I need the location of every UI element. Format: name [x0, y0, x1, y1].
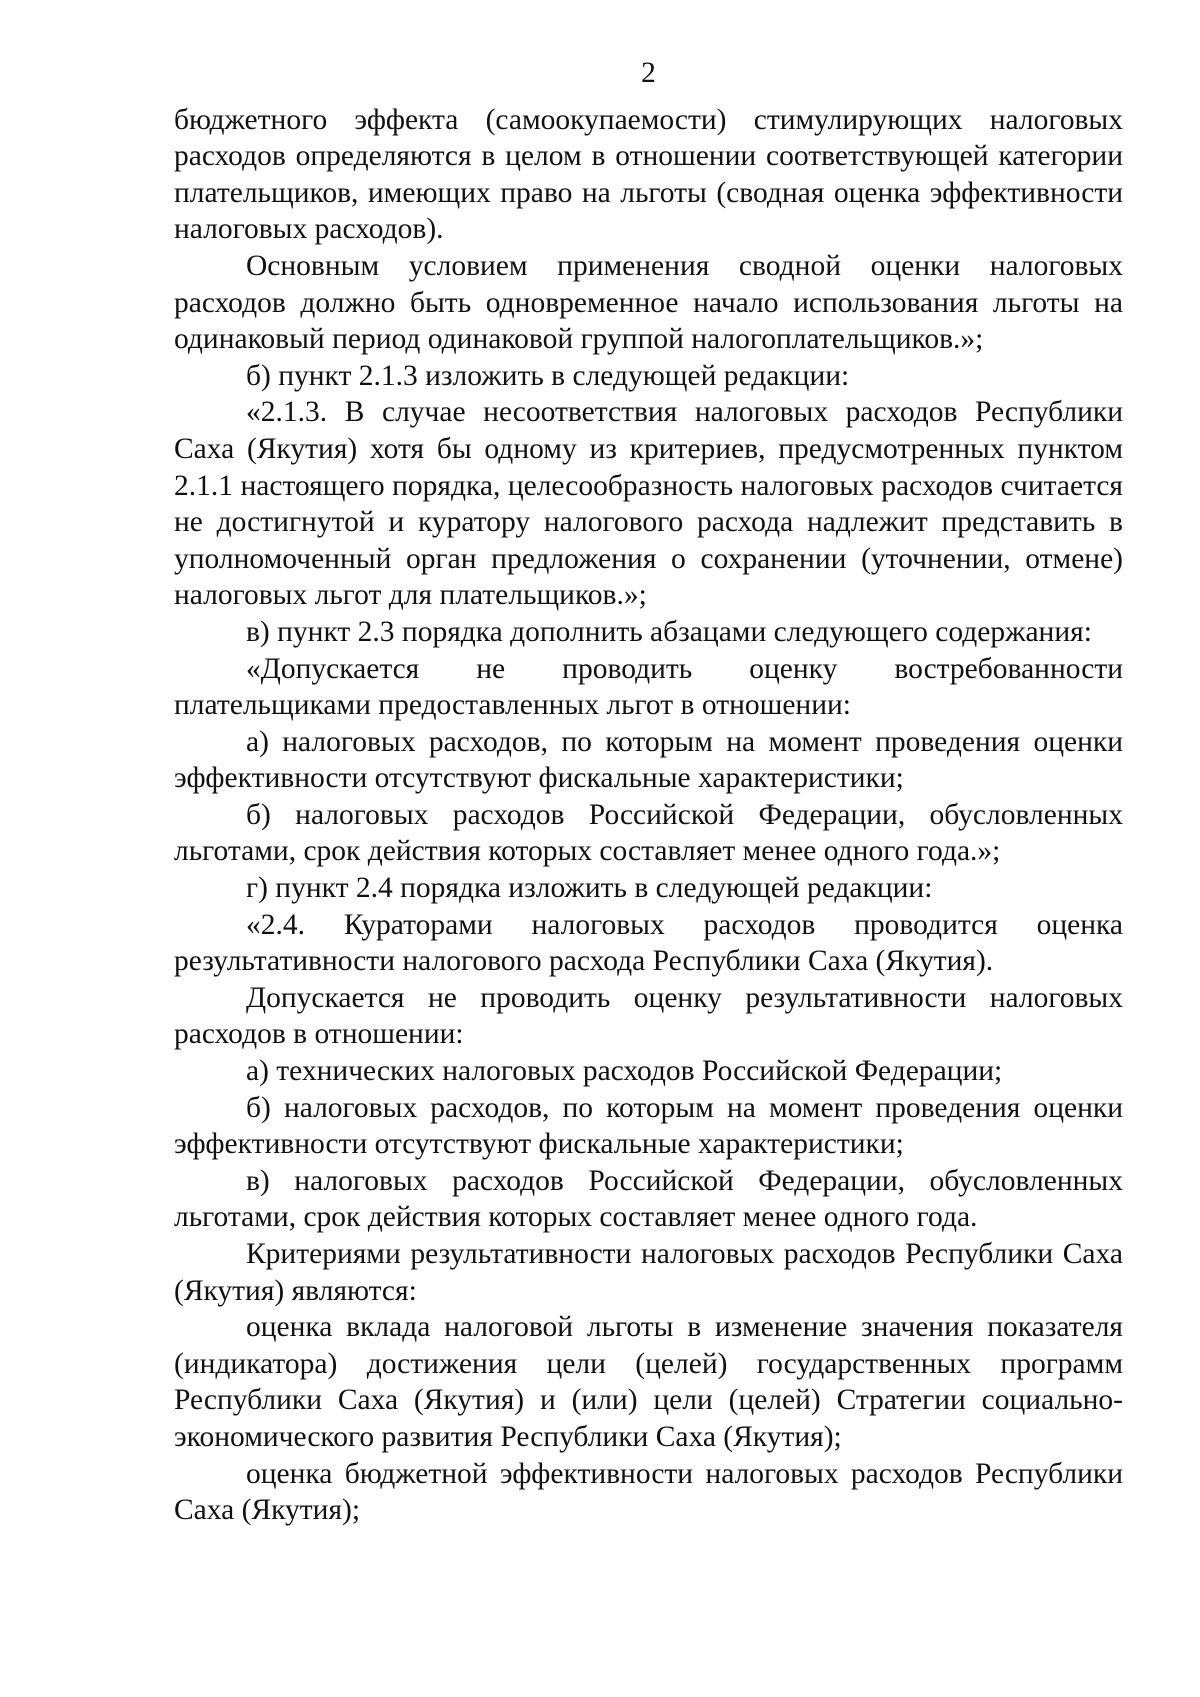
paragraph: оценка бюджетной эффективности налоговых расходов Республики Саха (Якутия);	[174, 1457, 1123, 1527]
paragraph: «Допускается не проводить оценку востребованности плательщиками предоставленных льгот в отношении:	[174, 652, 1123, 722]
paragraph: «2.1.3. В случае несоответствия налоговых расходов Республики Саха (Якутия) хотя бы одному из критериев, предусмотренных пунктом 2.1.1 настоящего порядка, целесообразность налоговых расходов считается не достигнутой и куратору налогового расхода надлежит представить в уполномоченный орган предложения о сохранении (уточнении, отмене) налоговых льгот для плательщиков.»;	[174, 396, 1123, 612]
paragraph: оценка вклада налоговой льготы в изменение значения показателя (индикатора) достижения цели (целей) государственных программ Республики Саха (Якутия) и (или) цели (целей) Стратегии социально-экономического развития Республики Саха (Якутия);	[174, 1311, 1123, 1453]
paragraph: бюджетного эффекта (самоокупаемости) стимулирующих налоговых расходов определяются в целом в отношении соответствующей категории плательщиков, имеющих право на льготы (сводная оценка эффективности налоговых расходов).	[174, 103, 1123, 246]
paragraph: а) технических налоговых расходов Российской Федерации;	[246, 1055, 1003, 1088]
paragraph: в) налоговых расходов Российской Федерации, обусловленных льготами, срок действия которых составляет менее одного года.	[174, 1164, 1123, 1234]
paragraph: Основным условием применения сводной оценки налоговых расходов должно быть одновременное начало использования льготы на одинаковый период одинаковой группой налогоплательщиков.»;	[174, 249, 1123, 356]
paragraph: г) пункт 2.4 порядка изложить в следующей редакции:	[246, 872, 933, 905]
page-number: 2	[641, 57, 656, 89]
paragraph: в) пункт 2.3 порядка дополнить абзацами следующего содержания:	[246, 615, 1092, 648]
paragraph: б) налоговых расходов, по которым на момент проведения оценки эффективности отсутствуют фискальные характеристики;	[174, 1091, 1123, 1161]
paragraph: б) налоговых расходов Российской Федерации, обусловленных льготами, срок действия которых составляет менее одного года.»;	[174, 798, 1123, 868]
paragraph: Допускается не проводить оценку результативности налоговых расходов в отношении:	[174, 981, 1123, 1051]
paragraph: «2.4. Кураторами налоговых расходов проводится оценка результативности налогового расхода Республики Саха (Якутия).	[174, 908, 1123, 978]
paragraph: б) пункт 2.1.3 изложить в следующей редакции:	[246, 359, 850, 392]
paragraph: Критериями результативности налоговых расходов Республики Саха (Якутия) являются:	[174, 1238, 1123, 1307]
document-body	[174, 102, 1123, 1529]
paragraph: а) налоговых расходов, по которым на момент проведения оценки эффективности отсутствуют фискальные характеристики;	[174, 725, 1123, 795]
